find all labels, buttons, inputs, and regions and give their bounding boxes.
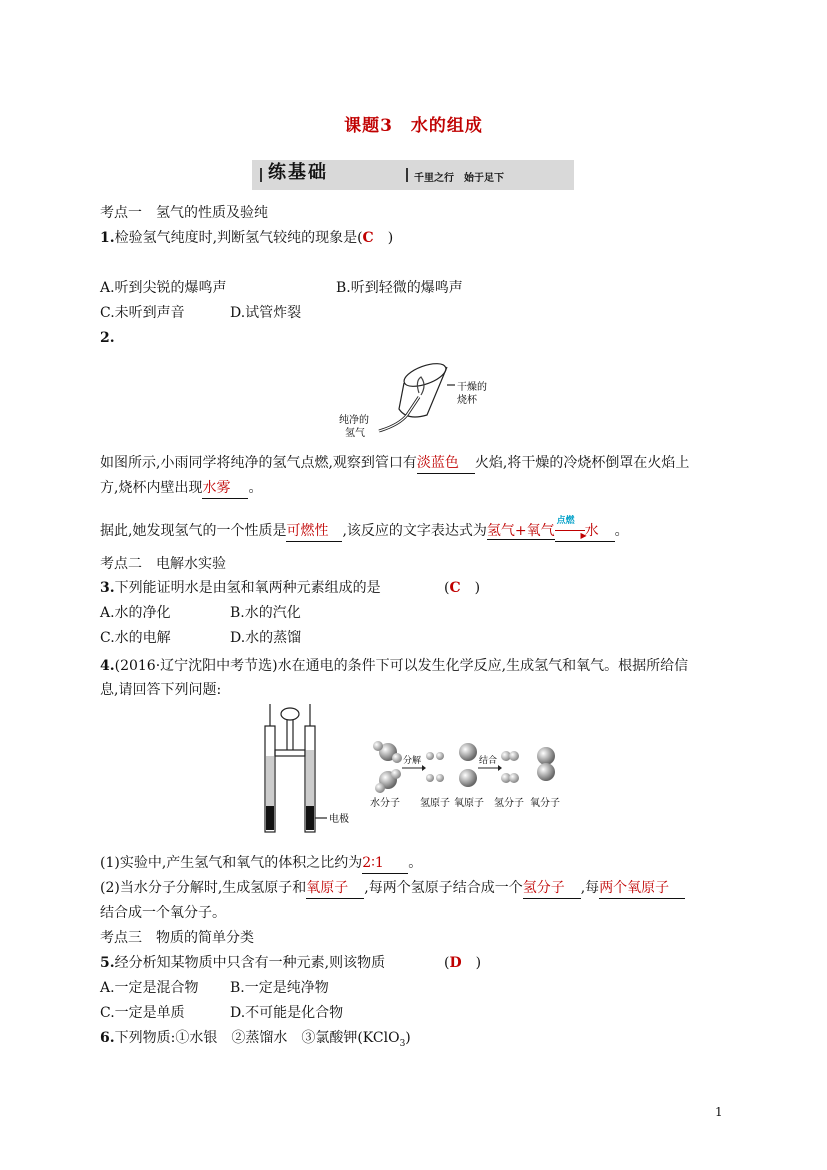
section-heading: 考点二 电解水实验 [100,556,226,572]
answer-blank: 2∶1 [362,853,408,874]
question-6 [100,1028,411,1054]
option-b: B.一定是纯净物 [230,980,329,996]
option-b: B.听到轻微的爆鸣声 [336,280,463,296]
text: ,该反应的文字表达式为 [342,523,487,539]
banner-main: 练基础 [268,162,328,183]
text: 火焰,将干燥的冷烧杯倒罩在火焰上 [474,455,690,471]
option-a: A.水的净化 [100,605,171,621]
q4-sub-1 [100,853,422,874]
answer: C [362,230,374,246]
text: 。 [408,855,423,871]
option-d: D.不可能是化合物 [230,1005,344,1021]
question-number: 3. [100,580,115,596]
question-text: 经分析知某物质中只含有一种元素,则该物质 [114,955,386,971]
answer: C [449,580,461,596]
label-gas: 纯净的 [339,415,369,426]
option-a: A.听到尖锐的爆鸣声 [100,280,227,296]
answer-blank: 淡蓝色 [417,453,475,474]
question-number: 4. [100,658,115,674]
page-number: 1 [715,1105,723,1119]
section-banner [252,160,574,190]
q4-sub-2 [100,878,685,899]
answer-paren [444,578,480,598]
answer-blank: 水雾 [202,478,248,499]
banner-divider [406,168,408,182]
equation-arrow: 点燃 ▶ [555,521,585,542]
question-text: 下列物质:①水银 ②蒸馏水 ③氯酸钾(KClO [114,1030,400,1046]
label-cup: 烧杯 [457,395,477,406]
question-4-cont: 息,请回答下列问题: [100,682,222,698]
option-d: D.水的蒸馏 [230,630,302,646]
equation-left: 氢气+氧气 [486,523,555,539]
molecule-label: 氢分子 [494,798,524,809]
equation-condition: 点燃 [556,516,575,526]
option-c: C.一定是单质 [100,1005,185,1021]
subscript: 3 [399,1038,406,1049]
answer-blank: 两个氧原子 [599,878,685,899]
question-1 [100,228,393,248]
text: 如图所示,小雨同学将纯净的氢气点燃,观察到管口有 [100,455,417,471]
banner-divider [260,168,262,182]
q2-line-2 [100,478,262,499]
label-gas: 氢气 [345,428,365,439]
molecule-label: 氧原子 [454,798,484,809]
option-b: B.水的汽化 [230,605,301,621]
label-cup: 干燥的 [457,382,487,393]
text: ,每两个氢原子结合成一个 [364,880,523,896]
section-heading: 考点一 氢气的性质及验纯 [100,205,268,221]
q2-line-1 [100,453,689,474]
question-number: 6. [100,1030,115,1046]
molecule-label: 氢原子 [420,798,450,809]
arrow-label: 结合 [479,756,498,766]
paren-close: ) [405,1030,411,1046]
answer-blank: 氧原子 [306,878,364,899]
answer-blank: 可燃性 [286,521,342,542]
question-text: 下列能证明水是由氢和氧两种元素组成的是 [114,580,381,596]
banner-sub: 千里之行 始于足下 [414,173,504,184]
hydrogen-flame-figure [335,355,495,445]
paren-open: ( [444,580,450,596]
page-title: 课题3 水的组成 [344,116,483,136]
section-heading: 考点三 物质的简单分类 [100,930,254,946]
paren-close: ) [474,580,481,596]
paren-close: ) [387,230,394,246]
paren-open: ( [444,955,450,971]
question-4 [100,656,688,676]
text: 方,烧杯内壁出现 [100,480,203,496]
paren-close: ) [475,955,482,971]
answer: D [449,955,462,971]
text: 。 [614,523,629,539]
label-electrode: 电极 [329,814,349,825]
molecule-label: 水分子 [370,798,400,809]
text: 。 [248,480,263,496]
answer-paren [444,953,481,973]
question-text: 检验氢气纯度时,判断氢气较纯的现象是( [114,230,363,246]
equation-right: 水 [585,521,615,542]
molecule-label: 氧分子 [530,798,560,809]
electrolysis-apparatus [255,700,365,845]
option-c: C.水的电解 [100,630,171,646]
option-a: A.一定是混合物 [100,980,199,996]
question-number: 2. [100,330,115,346]
question-3 [100,578,381,598]
molecule-model-figure [368,738,568,813]
question-number: 1. [100,230,115,246]
text: (1)实验中,产生氢气和氧气的体积之比约为 [100,855,363,871]
q4-sub-2-cont: 结合成一个氧分子。 [100,905,226,921]
text: (2)当水分子分解时,生成氢原子和 [100,880,307,896]
answer-blank: 氢分子 [523,878,581,899]
question-number: 5. [100,955,115,971]
question-text: (2016·辽宁沈阳中考节选)水在通电的条件下可以发生化学反应,生成氢气和氧气。根据所给信 [114,658,689,674]
option-d: D.试管炸裂 [230,305,302,321]
option-c: C.未听到声音 [100,305,185,321]
text: ,每 [580,880,600,896]
question-5 [100,953,385,973]
q2-line-3 [100,516,629,542]
arrow-label: 分解 [403,756,422,766]
text: 据此,她发现氢气的一个性质是 [100,523,287,539]
